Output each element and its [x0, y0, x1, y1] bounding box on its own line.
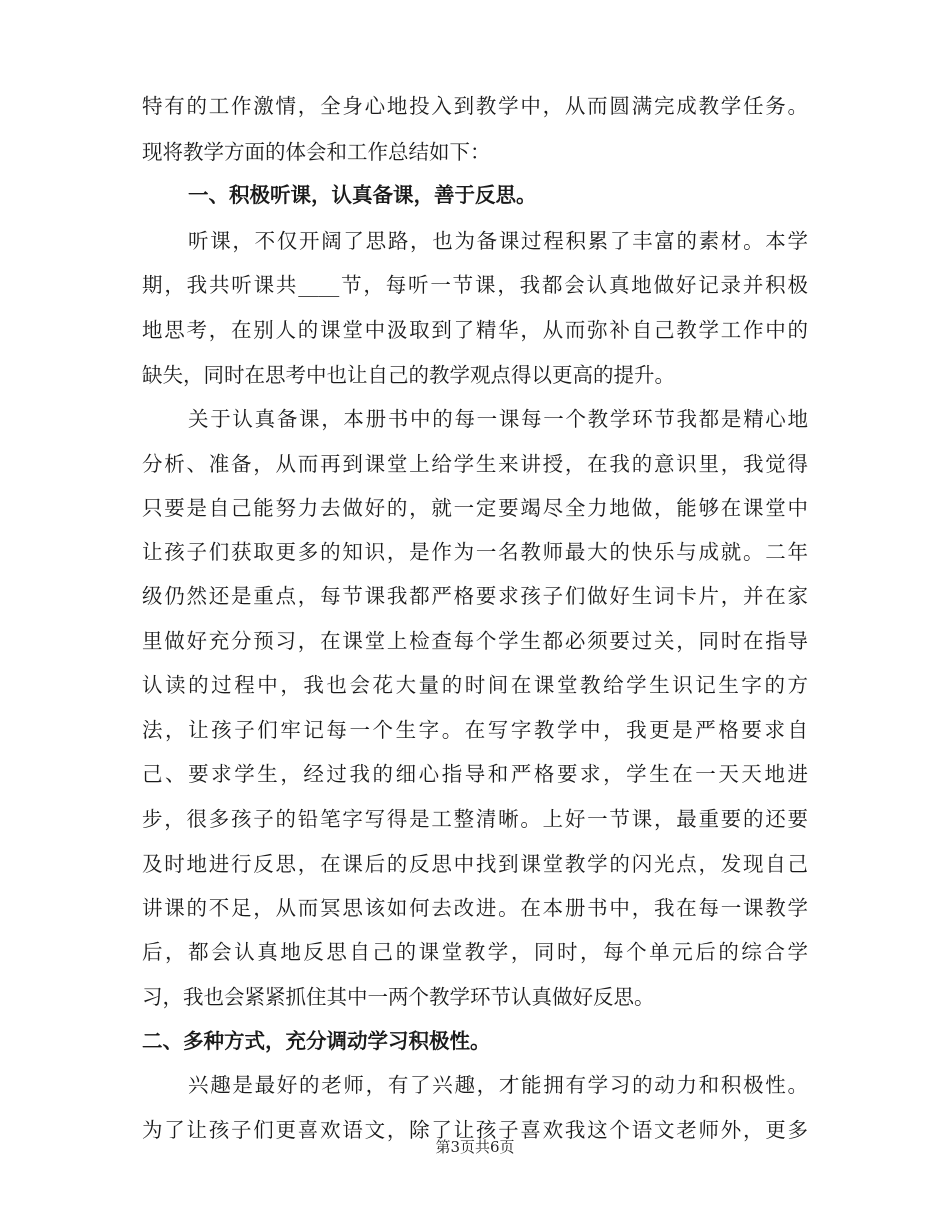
paragraph-line: 关于认真备课，本册书中的每一课每一个教学环节我都是精心地	[188, 407, 808, 431]
paragraph-line: 特有的工作激情，全身心地投入到教学中，从而圆满完成教学任务。	[142, 94, 808, 118]
paragraph-line: 后，都会认真地反思自己的课堂教学，同时，每个单元后的综合学	[142, 940, 808, 964]
section-heading-2: 二、多种方式，充分调动学习积极性。	[142, 1029, 491, 1053]
paragraph-line: 习，我也会紧紧抓住其中一两个教学环节认真做好反思。	[142, 985, 655, 1009]
paragraph-line: 己、要求学生，经过我的细心指导和严格要求，学生在一天天地进	[142, 762, 808, 786]
paragraph-line: 缺失，同时在思考中也让自己的教学观点得以更高的提升。	[142, 363, 675, 387]
paragraph-line: 为了让孩子们更喜欢语文，除了让孩子喜欢我这个语文老师外，更多	[142, 1118, 808, 1142]
paragraph-line: 级仍然还是重点，每节课我都严格要求孩子们做好生词卡片，并在家	[142, 584, 808, 608]
paragraph-line: 兴趣是最好的老师，有了兴趣，才能拥有学习的动力和积极性。	[188, 1073, 808, 1097]
paragraph-line: 地思考，在别人的课堂中汲取到了精华，从而弥补自己教学工作中的	[142, 318, 808, 342]
paragraph-line: 让孩子们获取更多的知识，是作为一名教师最大的快乐与成就。二年	[142, 540, 808, 564]
paragraph-line: 分析、准备，从而再到课堂上给学生来讲授，在我的意识里，我觉得	[142, 452, 808, 476]
paragraph-line: 期，我共听课共____节，每听一节课，我都会认真地做好记录并积极	[142, 273, 808, 297]
section-heading-1: 一、积极听课，认真备课，善于反思。	[188, 183, 537, 207]
paragraph-line: 讲课的不足，从而冥思该如何去改进。在本册书中，我在每一课教学	[142, 896, 808, 920]
paragraph-line: 步，很多孩子的铅笔字写得是工整清晰。上好一节课，最重要的还要	[142, 807, 808, 831]
paragraph-line: 听课，不仅开阔了思路，也为备课过程积累了丰富的素材。本学	[188, 229, 808, 253]
paragraph-line: 现将教学方面的体会和工作总结如下：	[142, 140, 491, 164]
paragraph-line: 里做好充分预习，在课堂上检查每个学生都必须要过关，同时在指导	[142, 629, 808, 653]
paragraph-line: 只要是自己能努力去做好的，就一定要竭尽全力地做，能够在课堂中	[142, 496, 808, 520]
paragraph-line: 法，让孩子们牢记每一个生字。在写字教学中，我更是严格要求自	[142, 718, 808, 742]
paragraph-line: 及时地进行反思，在课后的反思中找到课堂教学的闪光点，发现自己	[142, 852, 808, 876]
paragraph-line: 认读的过程中，我也会花大量的时间在课堂教给学生识记生字的方	[142, 673, 808, 697]
page-footer: 第3页共6页	[435, 1138, 515, 1156]
